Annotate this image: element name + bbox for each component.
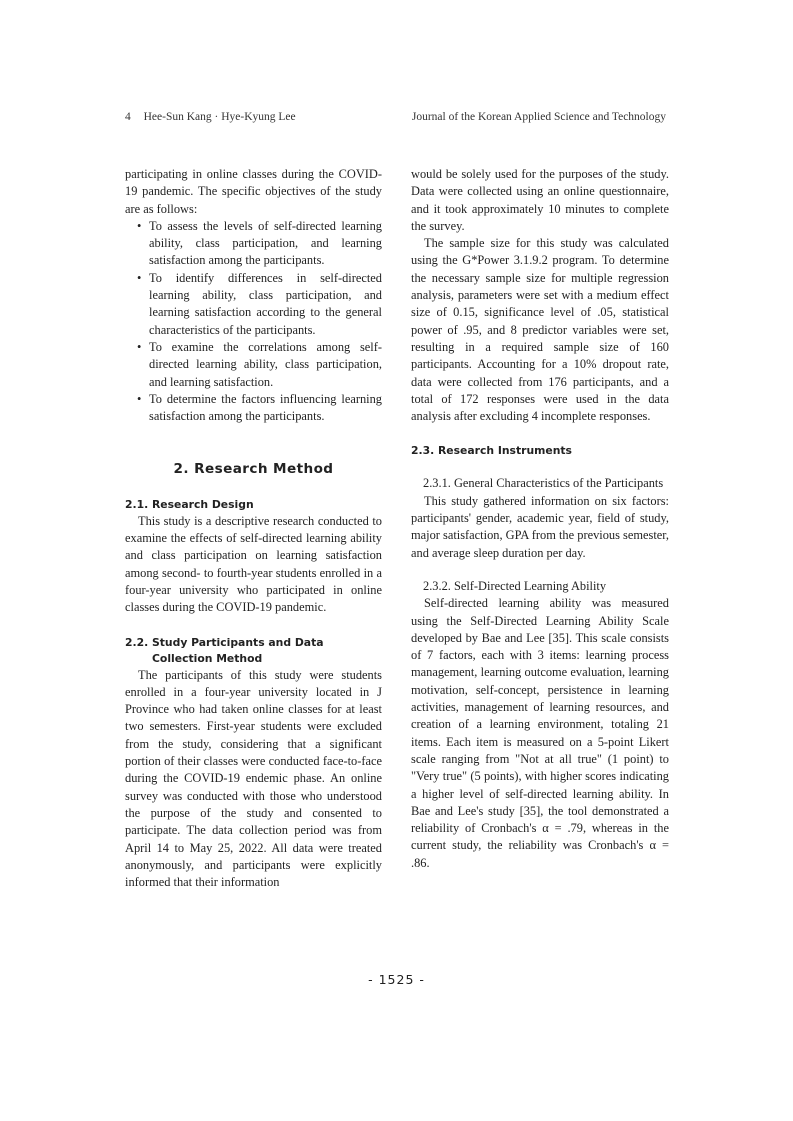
objectives-list: [125, 218, 382, 426]
subsection-heading-research-design: 2.1. Research Design: [125, 497, 254, 511]
list-item: • To assess the levels of self-directed learning ability, class participation, and learning satisfaction among the participants.: [137, 218, 382, 268]
subsubsection-heading-general-characteristics: 2.3.1. General Characteristics of the Participants: [423, 476, 664, 491]
bullet-icon: •: [137, 218, 142, 233]
general-characteristics-paragraph: This study gathered information on six factors: participants' gender, academic year, field of study, major satisfaction, GPA from the previous semester, and average sleep duration per day.: [411, 493, 669, 560]
right-column: [411, 166, 669, 872]
sample-size-paragraph: The sample size for this study was calculated using the G*Power 3.1.9.2 program. To determine the necessary sample size for multiple regression analysis, parameters were set with a medium effect size of 0.15, significance level of .05, statistical power of .95, and 8 predictor variables were set, resulting in a required sample size of 160 participants. Accounting for a 10% dropout rate, data were collected from 176 participants, and a total of 172 responses were used in the data analysis after excluding 4 incomplete responses.: [411, 236, 669, 424]
bullet-icon: •: [137, 270, 142, 285]
header-journal: Journal of the Korean Applied Science and Technology: [411, 111, 666, 123]
continuation-paragraph: would be solely used for the purposes of the study. Data were collected using an online questionnaire, and it took approximately 10 minutes to complete the survey.: [411, 167, 669, 233]
running-header: [0, 111, 793, 129]
header-left: [125, 111, 296, 123]
list-item: • To identify differences in self-directed learning ability, class participation, and learning satisfaction according to the general characteristics of the participants.: [137, 270, 382, 337]
participants-paragraph: The participants of this study were students enrolled in a four-year university located in J Province who had taken online classes for at least two semesters. First-year students were excluded from the study, considering that a significant portion of their classes were conducted face-to-face during the COVID-19 endemic phase. An online survey was conducted with those who understood the purpose of the study and consented to participate. The data collection period was from April 14 to May 25, 2022. All data were treated anonymously, and participants were explicitly informed that their information: [125, 667, 382, 890]
subsection-heading-participants: 2.2. Study Participants and Data Collection Method: [125, 635, 324, 665]
subsection-heading-instruments: 2.3. Research Instruments: [411, 444, 572, 458]
subsubsection-heading-self-directed: 2.3.2. Self-Directed Learning Ability: [423, 578, 607, 593]
bullet-icon: •: [137, 339, 142, 354]
intro-paragraph: participating in online classes during the COVID-19 pandemic. The specific objectives of the study are as follows:: [125, 167, 382, 216]
section-heading-research-method: 2. Research Method: [173, 461, 334, 478]
list-item: • To determine the factors influencing learning satisfaction among the participants.: [137, 391, 382, 424]
list-item: • To examine the correlations among self-directed learning ability, class participation, and learning satisfaction.: [137, 339, 382, 389]
bullet-icon: •: [137, 391, 142, 406]
self-directed-paragraph: Self-directed learning ability was measured using the Self-Directed Learning Ability Scale developed by Bae and Lee [35]. This scale consists of 7 factors, each with 3 items: learning process management, learning outcome evaluation, learning motivation, self-concept, persistence in learning activities, management of learning resources, and creation of a learning environment, totaling 21 items. Each item is measured on a 5-point Likert scale ranging from "Not at all true" (1 point) to "Very true" (5 points), with higher scores indicating a higher level of self-directed learning ability. In Bae and Lee's study [35], the tool demonstrated a reliability of Cronbach's α = .79, whereas in the current study, the reliability was Cronbach's α = .86.: [411, 596, 669, 870]
left-column: [125, 166, 382, 891]
header-page-number: 4: [125, 111, 131, 123]
page-footer-number: - 1525 -: [368, 972, 425, 987]
research-design-paragraph: This study is a descriptive research conducted to examine the effects of self-directed learning ability and class participation on learning satisfaction among second- to fourth-year students enrolled in a four-year university who participated in online classes during the COVID-19 pandemic.: [125, 513, 382, 615]
header-authors: Hee-Sun Kang · Hye-Kyung Lee: [143, 111, 296, 123]
